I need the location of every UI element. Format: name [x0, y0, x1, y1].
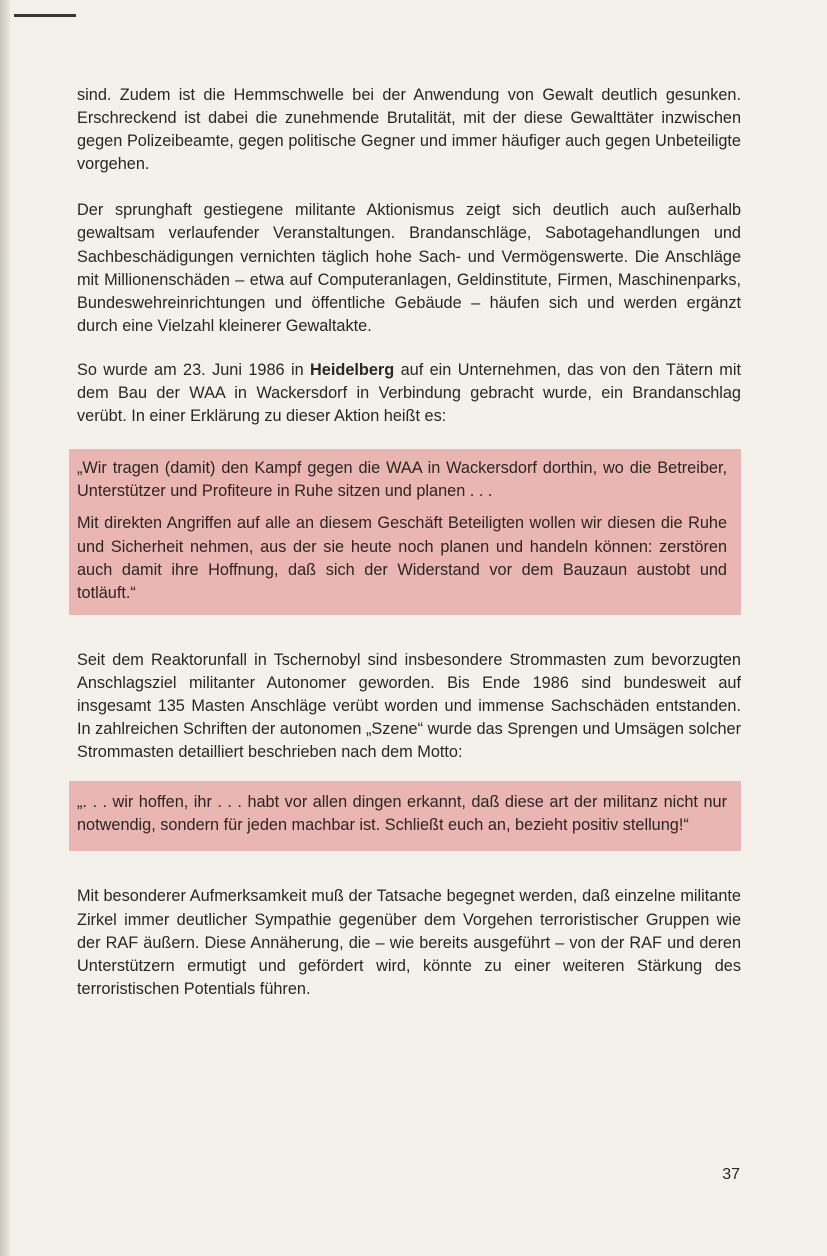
quote-1-paragraph-1: „Wir tragen (damit) den Kampf gegen die WAA in Wackersdorf dorthin, wo die Betreiber, Unterstützer und Profiteure in Ruhe sitzen und planen . . . — [77, 459, 727, 501]
highlighted-quote-2 — [69, 781, 741, 851]
quote-2-text: „. . . wir hoffen, ihr . . . habt vor allen dingen erkannt, daß diese art der militanz nicht nur notwendig, sondern für jeden machbar ist. Schließt euch an, bezieht positiv stellung!“ — [77, 793, 727, 835]
place-name-bold: Heidelberg — [310, 360, 395, 379]
body-text — [77, 84, 741, 1022]
top-rule — [14, 14, 76, 17]
quote-1-paragraph-2: Mit direkten Angriffen auf alle an diesem Geschäft Beteiligten wollen wir diesen die Ruhe und Sicherheit nehmen, aus der sie heute noch planen und handeln können: zerstören auch damit ihre Hoffnung, daß sich der Widerstand vor dem Bauzaun austobt und totläuft.“ — [77, 514, 727, 602]
paragraph-3-start: So wurde am 23. Juni 1986 in — [77, 360, 311, 379]
paragraph-2: Der sprunghaft gestiegene militante Aktionismus zeigt sich deutlich auch außerhalb gewaltsam verlaufender Veranstaltungen. Brandanschläge, Sabotagehandlungen und Sachbeschädigungen vernichten täglich hohe Sach- und Vermögenswerte. Die Anschläge mit Millionenschäden – etwa auf Computeranlagen, Geldinstitute, Firmen, Maschinenparks, Bundeswehreinrichtungen und öffentliche Gebäude – häufen sich und werden ergänzt durch eine Vielzahl kleinerer Gewaltakte. — [77, 201, 741, 335]
binding-edge — [0, 0, 10, 1256]
paragraph-5: Mit besonderer Aufmerksamkeit muß der Tatsache begegnet werden, daß einzelne militante Zirkel immer deutlicher Sympathie gegenüber dem Vorgehen terroristischer Gruppen wie der RAF äußern. Diese Annäherung, die – wie bereits ausgeführt – von der RAF und deren Unterstützern ermutigt und gefördert wird, könnte zu einer weiteren Stärkung des terroristischen Potentials führen. — [77, 887, 741, 998]
paragraph-3 — [77, 359, 741, 428]
page-number: 37 — [722, 1166, 740, 1183]
highlighted-quote-1 — [69, 449, 741, 615]
paragraph-1: sind. Zudem ist die Hemmschwelle bei der Anwendung von Gewalt deutlich gesunken. Erschreckend ist dabei die zunehmende Brutalität, mit der diese Gewalttäter inzwischen gegen Polizeibeamte, gegen politische Gegner und immer häufiger auch gegen Unbeteiligte vorgehen. — [77, 86, 741, 174]
paragraph-3-end: auf ein Unternehmen, das von den Tätern mit dem Bau der WAA in Wackersdorf in Verbindung gebracht wurde, ein Brandanschlag verübt. In einer Erklärung zu dieser Aktion heißt es: — [77, 360, 741, 426]
paragraph-4: Seit dem Reaktorunfall in Tschernobyl sind insbesondere Strommasten zum bevorzugten Anschlagsziel militanter Autonomer geworden. Bis Ende 1986 sind bundesweit auf insgesamt 135 Masten Anschläge verübt worden und immense Sachschäden entstanden. In zahlreichen Schriften der autonomen „Szene“ wurde das Sprengen und Umsägen solcher Strommasten detailliert beschrieben nach dem Motto: — [77, 650, 741, 762]
